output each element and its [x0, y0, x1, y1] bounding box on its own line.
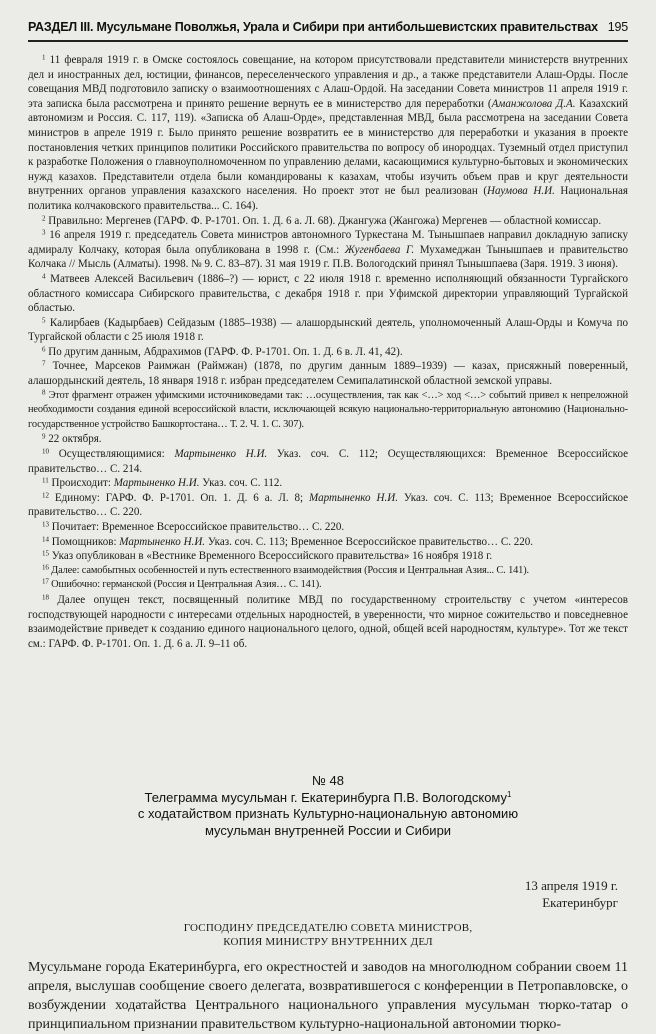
footnote-text: Матвеев Алексей Васильевич (1886–?) — юрист, с 22 июля 1918 г. временно исполняющий обязанности Тургайского областного комиссара Сибирского правительства, с декабря 1918 г. при Уфимской директории управляющий Тургайской областью. [28, 272, 628, 315]
footnote-text: 11 февраля 1919 г. в Омске состоялось совещание, на котором присутствовали представители министерств внутренних дел и иностранных дел, юстиции, финансов, переселенческого управления и др., а также представители Алаш-Орды. После совещания МВД подготовило записку о взаимоотношениях с Алаш-Ордой. На заседании Совета министров 11 апреля 1919 г. эта записка была рассмотрена и принято решение вернуть ее в министерство для переработки ( [28, 54, 628, 110]
addressee-line-1: ГОСПОДИНУ ПРЕДСЕДАТЕЛЮ СОВЕТА МИНИСТРОВ, [183, 922, 473, 934]
footnote-6 [28, 345, 628, 360]
footnote-text: 22 октября. [48, 433, 102, 446]
footnote-number: 5 [42, 316, 46, 325]
footnote-text: Далее: самобытных особенностей и путь естественного взаимодействия (Россия и Центральная Азия... С. 141). [51, 564, 529, 576]
footnote-text: Указ. соч. С. 113; Временное Всероссийское правительство… С. 220. [205, 535, 534, 548]
footnote-text: Указ. соч. С. 113; Временное Всероссийское правительство… С. 220. [28, 491, 629, 519]
footnotes-block [28, 53, 628, 651]
document-body: Мусульмане города Екатеринбурга, его окрестностей и заводов на многолюдном собрании своем 11 апреля, выслушав сообщение своего делегата, возвратившегося с конференции в Петропавловске, о возбуждении ходатайства Центрального национального управления мусульман тюрко-татар о принципиальном признании правительством культурно-национальной автономии тюрко- [28, 960, 628, 1032]
footnote-text: Происходит: [51, 477, 114, 490]
footnote-number: 3 [42, 228, 46, 237]
footnote-text: Точнее, Марсеков Раимжан (Раймжан) (1878, по другим данным 1889–1939) — казах, присяжный поверенный, алашордынский деятель, 18 января 1918 г. избран председателем Семипалатинской областной земской управы. [28, 360, 628, 388]
footnote-text: Этот фрагмент отражен уфимскими источниковедами так: …осуществления, так как <…> ход <…> событий привел к непреложной необходимости создания единой всероссийской власти, исключающей всякую национально-территориальную автономию (Национально-государственное устройство Башкортостана… Т. 2. Ч. 1. С. 307). [28, 389, 628, 430]
footnote-number: 6 [42, 345, 46, 354]
footnote-3 [28, 228, 628, 272]
footnote-number: 18 [42, 593, 49, 602]
running-title: РАЗДЕЛ III. Мусульмане Поволжья, Урала и Сибири при антибольшевистских правительствах [28, 20, 598, 34]
author-name: Мартыненко Н.И. [119, 535, 206, 548]
footnote-number: 2 [42, 214, 46, 223]
footnote-text: Мухамеджан Тынышпаев и правительство Колчака // Мысль (Алматы). 1998. № 9. С. 83–87). 31 мая 1919 г. П.В. Вологодский принял Тынышпаева (Заря. 1919. 3 июня). [28, 243, 628, 271]
footnote-number: 9 [42, 432, 46, 441]
footnote-number: 14 [42, 535, 49, 544]
footnote-number: 15 [42, 549, 49, 558]
footnote-text: Казахский автономизм и Россия. С. 117, 119). «Записка об Алаш-Орде», представленная МВД, была рассмотрена на заседании Совета министров в апреле 1919 г. Было принято решение возвратить ее в министерство для переработки и указания в проекте постановления четких принципов политики Российского правительства по вопросу об инородцах. Туземный отдел приступил к разработке Положения о главноуполномоченном по управлению делами, касающимися культурно-бытовых и экономических нужд казахов. Представители отдела были командированы к казахам, чтобы изучить объем прав и круг деятельности внутренних органов управления казахского населения. Но проект этот не был реализован ( [28, 97, 628, 198]
footnote-text: Помощников: [51, 535, 120, 548]
footnote-15 [28, 549, 628, 564]
footnote-number: 11 [42, 476, 49, 485]
footnote-number: 17 [42, 577, 49, 586]
document-number: № 48 [311, 773, 345, 788]
footnote-1 [28, 53, 628, 214]
footnote-12 [28, 491, 628, 520]
footnote-11 [28, 476, 628, 491]
footnote-text: По другим данным, Абдрахимов (ГАРФ. Ф. Р-1701. Оп. 1. Д. 6 в. Л. 41, 42). [48, 345, 403, 358]
footnote-text: Национальная политика колчаковского правительства... С. 164). [28, 185, 628, 212]
author-name: Жугенбаева Г. [344, 243, 415, 256]
footnote-number: 10 [42, 447, 49, 456]
footnote-10 [28, 447, 628, 476]
footnote-number: 8 [42, 388, 46, 397]
footnote-18 [28, 593, 628, 651]
footnote-text: Почитает: Временное Всероссийское правительство… С. 220. [51, 521, 345, 533]
footnote-text: Осуществляющимися: [58, 448, 175, 461]
addressee-line-2: КОПИЯ МИНИСТРУ ВНУТРЕННИХ ДЕЛ [223, 936, 433, 948]
footnote-text: Далее опущен текст, посвященный политике МВД по государственному строительству с учетом «интересов господствующей народности с интересами отдельных народностей, в уверенности, что мирное сожительство и повседневное взаимодействие приведет к созданию единого национального целого, одной, общей всей народностям, культуре». Тот же текст см.: ГАРФ. Ф. Р-1701. Оп. 1. Д. 6 а. Л. 9–11 об. [28, 593, 628, 650]
footnote-4 [28, 272, 628, 316]
page-number: 195 [607, 20, 628, 34]
footnote-number: 16 [42, 563, 49, 572]
footnote-13 [28, 520, 628, 535]
document-title-line-3: мусульман внутренней России и Сибири [204, 822, 452, 838]
footnote-number: 7 [42, 359, 46, 368]
header-rule [28, 40, 628, 42]
footnote-8 [28, 389, 628, 433]
footnote-14 [28, 535, 628, 550]
author-name: Наумова Н.И. [487, 185, 555, 198]
document-title-line-1: Телеграмма мусульман г. Екатеринбурга П.В. Вологодскому$^1$ [144, 789, 512, 805]
footnote-text: Калирбаев (Кадырбаев) Сейдазым (1885–1938) — алашордынский деятель, уполномоченный Алаш-Орды и Комуча по Тургайской области с 25 июля 1918 г. [28, 316, 629, 344]
footnote-text: Указ. соч. С. 112; Осуществляющихся: Временное Всероссийское правительство… С. 214. [28, 448, 629, 475]
footnote-2 [28, 214, 628, 229]
author-name: Мартыненко Н.И. [309, 491, 398, 504]
footnote-number: 13 [42, 520, 49, 529]
footnote-text: 16 апреля 1919 г. председатель Совета министров автономного Туркестана М. Тынышпаев направил докладную записку адмиралу Колчаку, которая была опубликована в 1998 г. (См.: [28, 229, 628, 256]
footnote-7 [28, 359, 628, 388]
footnote-text: Указ опубликован в «Вестнике Временного Всероссийского правительства» 16 ноября 1918 г. [51, 550, 493, 563]
footnote-number: 1 [42, 53, 46, 62]
addressee [28, 921, 628, 949]
author-name: Мартыненко Н.И. [113, 477, 200, 490]
author-name: Мартыненко Н.И. [174, 448, 268, 461]
footnote-number: 4 [42, 272, 46, 281]
footnote-text: Указ. соч. С. 112. [199, 477, 283, 490]
document-heading [28, 773, 628, 839]
footnote-text: Ошибочно: германской (Россия и Центральная Азия… С. 141). [51, 579, 322, 591]
title-footnote-ref: 1 [507, 789, 512, 799]
document-title-line-2: с ходатайством признать Культурно-национальную автономию [137, 806, 519, 821]
document-date: 13 апреля 1919 г. [524, 878, 618, 893]
document-place: Екатеринбург [542, 895, 618, 910]
footnote-text: Правильно: Мергенев (ГАРФ. Ф. Р-1701. Оп. 1. Д. 6 а. Л. 68). Джангужа (Жангожа) Мергенев — областной комиссар. [48, 214, 602, 227]
footnote-16 [28, 564, 628, 579]
footnote-17 [28, 578, 628, 593]
author-name: Аманжолова Д.А. [491, 97, 576, 110]
footnote-text: Единому: ГАРФ. Ф. Р-1701. Оп. 1. Д. 6 а. Л. 8; [54, 491, 310, 504]
footnote-9 [28, 432, 628, 447]
footnote-number: 12 [42, 491, 49, 500]
dateline [525, 877, 618, 911]
running-header [28, 20, 628, 34]
footnote-5 [28, 316, 628, 345]
